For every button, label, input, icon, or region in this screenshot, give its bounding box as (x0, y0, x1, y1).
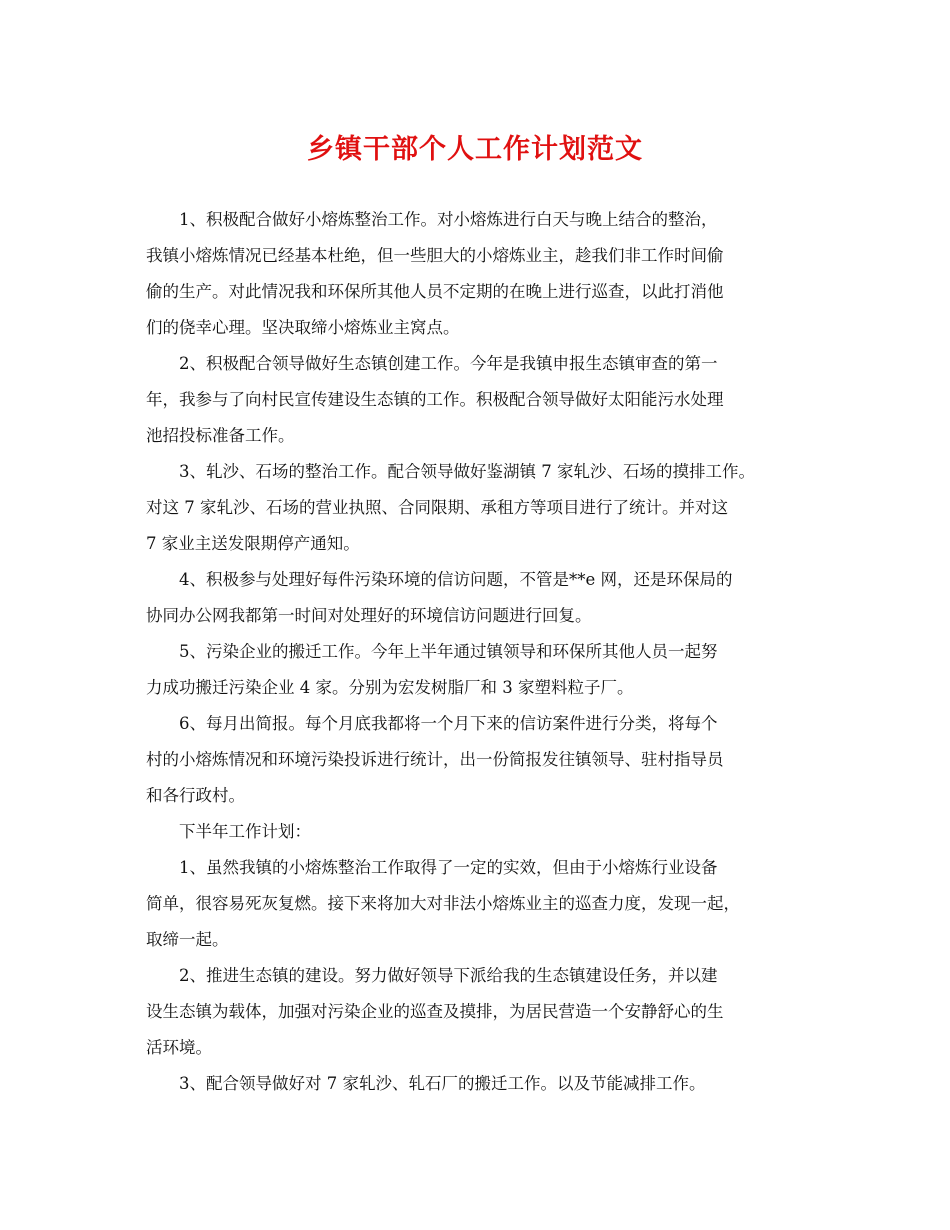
body-text-line: 力成功搬迁污染企业 4 家。分别为宏发树脂厂和 3 家塑料粒子厂。 (146, 678, 634, 697)
body-text-line: 活环境。 (146, 1038, 212, 1057)
body-text-line: 协同办公网我都第一时间对处理好的环境信访问题进行回复。 (146, 606, 592, 625)
body-text-line: 1、积极配合做好小熔炼整治工作。对小熔炼进行白天与晚上结合的整治， (179, 210, 718, 229)
body-text-line: 设生态镇为载体，加强对污染企业的巡查及摸排，为居民营造一个安静舒心的生 (146, 1002, 724, 1021)
body-text-line: 3、轧沙、石场的整治工作。配合领导做好鉴湖镇 7 家轧沙、石场的摸排工作。 (179, 462, 755, 481)
body-text-line: 简单，很容易死灰复燃。接下来将加大对非法小熔炼业主的巡查力度，发现一起， (146, 894, 740, 913)
body-text-line: 1、虽然我镇的小熔炼整治工作取得了一定的实效，但由于小熔炼行业设备 (179, 858, 718, 877)
body-text-line: 5、污染企业的搬迁工作。今年上半年通过镇领导和环保所其他人员一起努 (179, 642, 718, 661)
document-body (146, 202, 810, 1102)
body-text-line: 4、积极参与处理好每件污染环境的信访问题，不管是**e 网，还是环保局的 (179, 570, 733, 589)
document-title: 乡镇干部个人工作计划范文 (307, 134, 643, 165)
body-text-line: 2、推进生态镇的建设。努力做好领导下派给我的生态镇建设任务，并以建 (179, 966, 718, 985)
body-text-line: 2、积极配合领导做好生态镇创建工作。今年是我镇申报生态镇审查的第一 (179, 354, 718, 373)
body-text-line: 和各行政村。 (146, 786, 245, 805)
body-text-line: 6、每月出简报。每个月底我都将一个月下来的信访案件进行分类，将每个 (179, 714, 718, 733)
body-text-line: 3、配合领导做好对 7 家轧沙、轧石厂的搬迁工作。以及节能减排工作。 (179, 1074, 706, 1093)
body-text-line: 取缔一起。 (146, 930, 229, 949)
body-text-line: 我镇小熔炼情况已经基本杜绝，但一些胆大的小熔炼业主，趁我们非工作时间偷 (146, 246, 724, 265)
body-text-line: 对这 7 家轧沙、石场的营业执照、合同限期、承租方等项目进行了统计。并对这 (146, 498, 728, 517)
body-text-line: 7 家业主送发限期停产通知。 (146, 534, 360, 553)
body-text-line: 池招投标准备工作。 (146, 426, 295, 445)
body-text-line: 们的侥幸心理。坚决取缔小熔炼业主窝点。 (146, 318, 460, 337)
body-text-line: 年，我参与了向村民宣传建设生态镇的工作。积极配合领导做好太阳能污水处理 (146, 390, 724, 409)
body-text-line: 村的小熔炼情况和环境污染投诉进行统计，出一份简报发往镇领导、驻村指导员 (146, 750, 724, 769)
body-text-line: 下半年工作计划： (179, 822, 311, 841)
body-text-line: 偷的生产。对此情况我和环保所其他人员不定期的在晚上进行巡查，以此打消他 (146, 282, 724, 301)
